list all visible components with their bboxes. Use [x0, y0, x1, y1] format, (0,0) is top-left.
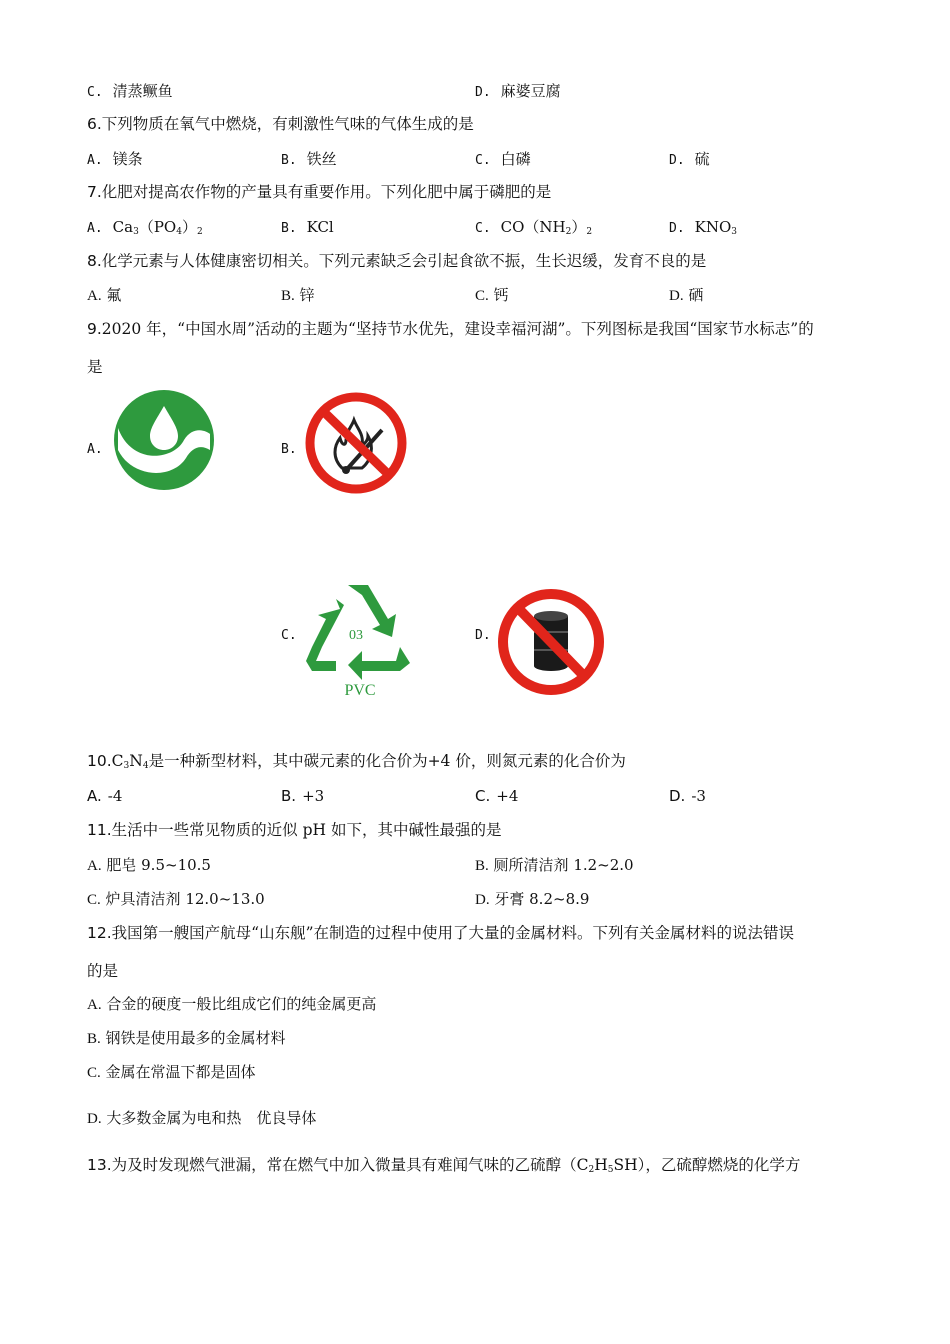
q12-option-a: A. 合金的硬度一般比组成它们的纯金属更高: [87, 995, 377, 1013]
question-12-continued: 的是: [87, 962, 119, 980]
q11-option-c: C. 炉具清洁剂 12.0~13.0: [87, 890, 265, 908]
option-label: D.: [475, 85, 491, 100]
q5-option-c: [87, 81, 173, 103]
question-text: 下列物质在氧气中燃烧，有刺激性气味的气体生成的是: [101, 115, 474, 133]
q12-option-d: D. 大多数金属为电和热 优良导体: [87, 1109, 317, 1127]
q9-label-b: B.: [281, 442, 297, 457]
question-text: 化学元素与人体健康密切相关。下列元素缺乏会引起食欲不振，生长迟缓，发育不良的是: [101, 252, 707, 270]
recycle-label: PVC: [344, 682, 376, 699]
question-8: [87, 251, 706, 271]
q8-option-a: A. 氟: [87, 286, 122, 304]
no-fire-icon: [302, 390, 410, 496]
q9-label-c: C.: [281, 628, 297, 643]
q6-option-d: D. 硫: [669, 150, 710, 168]
question-12: [87, 923, 794, 943]
q7-option-d: D. $KNO_3$: [669, 218, 738, 237]
q11-option-d: D. 牙膏 8.2~8.9: [475, 890, 590, 908]
question-number: 8.: [87, 252, 102, 270]
question-number: 6.: [87, 115, 102, 133]
q12-option-b: B. 钢铁是使用最多的金属材料: [87, 1029, 286, 1047]
question-7: [87, 182, 551, 202]
q8-option-b: B. 锌: [281, 286, 315, 304]
question-text: 生活中一些常见物质的近似 pH 如下，其中碱性最强的是: [111, 821, 502, 839]
question-11: [87, 820, 501, 840]
water-saving-icon: [112, 388, 216, 492]
question-9-continued: 是: [87, 358, 103, 376]
q10-option-a: A. -4: [87, 787, 123, 805]
q10-option-d: D. -3: [669, 787, 706, 805]
recycle-icon: [304, 577, 412, 699]
question-number: 11.: [87, 821, 112, 839]
q6-option-b: B. 铁丝: [281, 150, 337, 168]
question-number: 13.: [87, 1156, 112, 1174]
q7-option-a: A. $Ca_3(PO_4)_2$: [87, 218, 203, 237]
question-9: [87, 319, 814, 339]
q7-option-c: C. $CO(NH_2)_2$: [475, 218, 593, 237]
q11-option-b: B. 厕所清洁剂 1.2~2.0: [475, 856, 634, 874]
option-text: 清蒸鳜鱼: [112, 82, 173, 100]
question-13: 13.为及时发现燃气泄漏，常在燃气中加入微量具有难闻气味的乙硫醇$(C_2H_5SH)$，乙硫醇燃烧的化学方: [87, 1156, 801, 1175]
q11-option-a: A. 肥皂 9.5~10.5: [87, 856, 211, 874]
question-6: [87, 114, 474, 134]
q6-option-c: C. 白磷: [475, 150, 531, 168]
q9-label-a: A.: [87, 442, 103, 457]
option-text: 麻婆豆腐: [500, 82, 561, 100]
q12-option-c: C. 金属在常温下都是固体: [87, 1063, 256, 1081]
q10-option-b: B. +3: [281, 787, 325, 805]
question-number: 10.: [87, 752, 112, 770]
question-10: $10.C_3N_4$是一种新型材料，其中碳元素的化合价为+4 价，则氮元素的化合价为: [87, 752, 626, 771]
no-oil-drum-icon: [496, 586, 606, 698]
question-text: 化肥对提高农作物的产量具有重要作用。下列化肥中属于磷肥的是: [101, 183, 552, 201]
question-number: 9.: [87, 320, 102, 338]
q10-option-c: C. +4: [475, 787, 519, 805]
option-label: C.: [87, 85, 103, 100]
q9-label-d: D.: [475, 628, 491, 643]
recycle-number: 03: [349, 628, 363, 643]
q8-option-d: D. 硒: [669, 286, 704, 304]
q8-option-c: C. 钙: [475, 286, 509, 304]
question-number: 7.: [87, 183, 102, 201]
q5-option-d: [475, 81, 561, 103]
question-text: 我国第一艘国产航母“山东舰”在制造的过程中使用了大量的金属材料。下列有关金属材料的说法错误: [111, 924, 795, 942]
q6-option-a: A. 镁条: [87, 150, 143, 168]
q7-option-b: B. KCl: [281, 218, 334, 236]
question-number: 12.: [87, 924, 112, 942]
question-text: 2020 年，“中国水周”活动的主题为“坚持节水优先，建设幸福河湖”。下列图标是我国“国家节水标志”的: [101, 320, 814, 338]
